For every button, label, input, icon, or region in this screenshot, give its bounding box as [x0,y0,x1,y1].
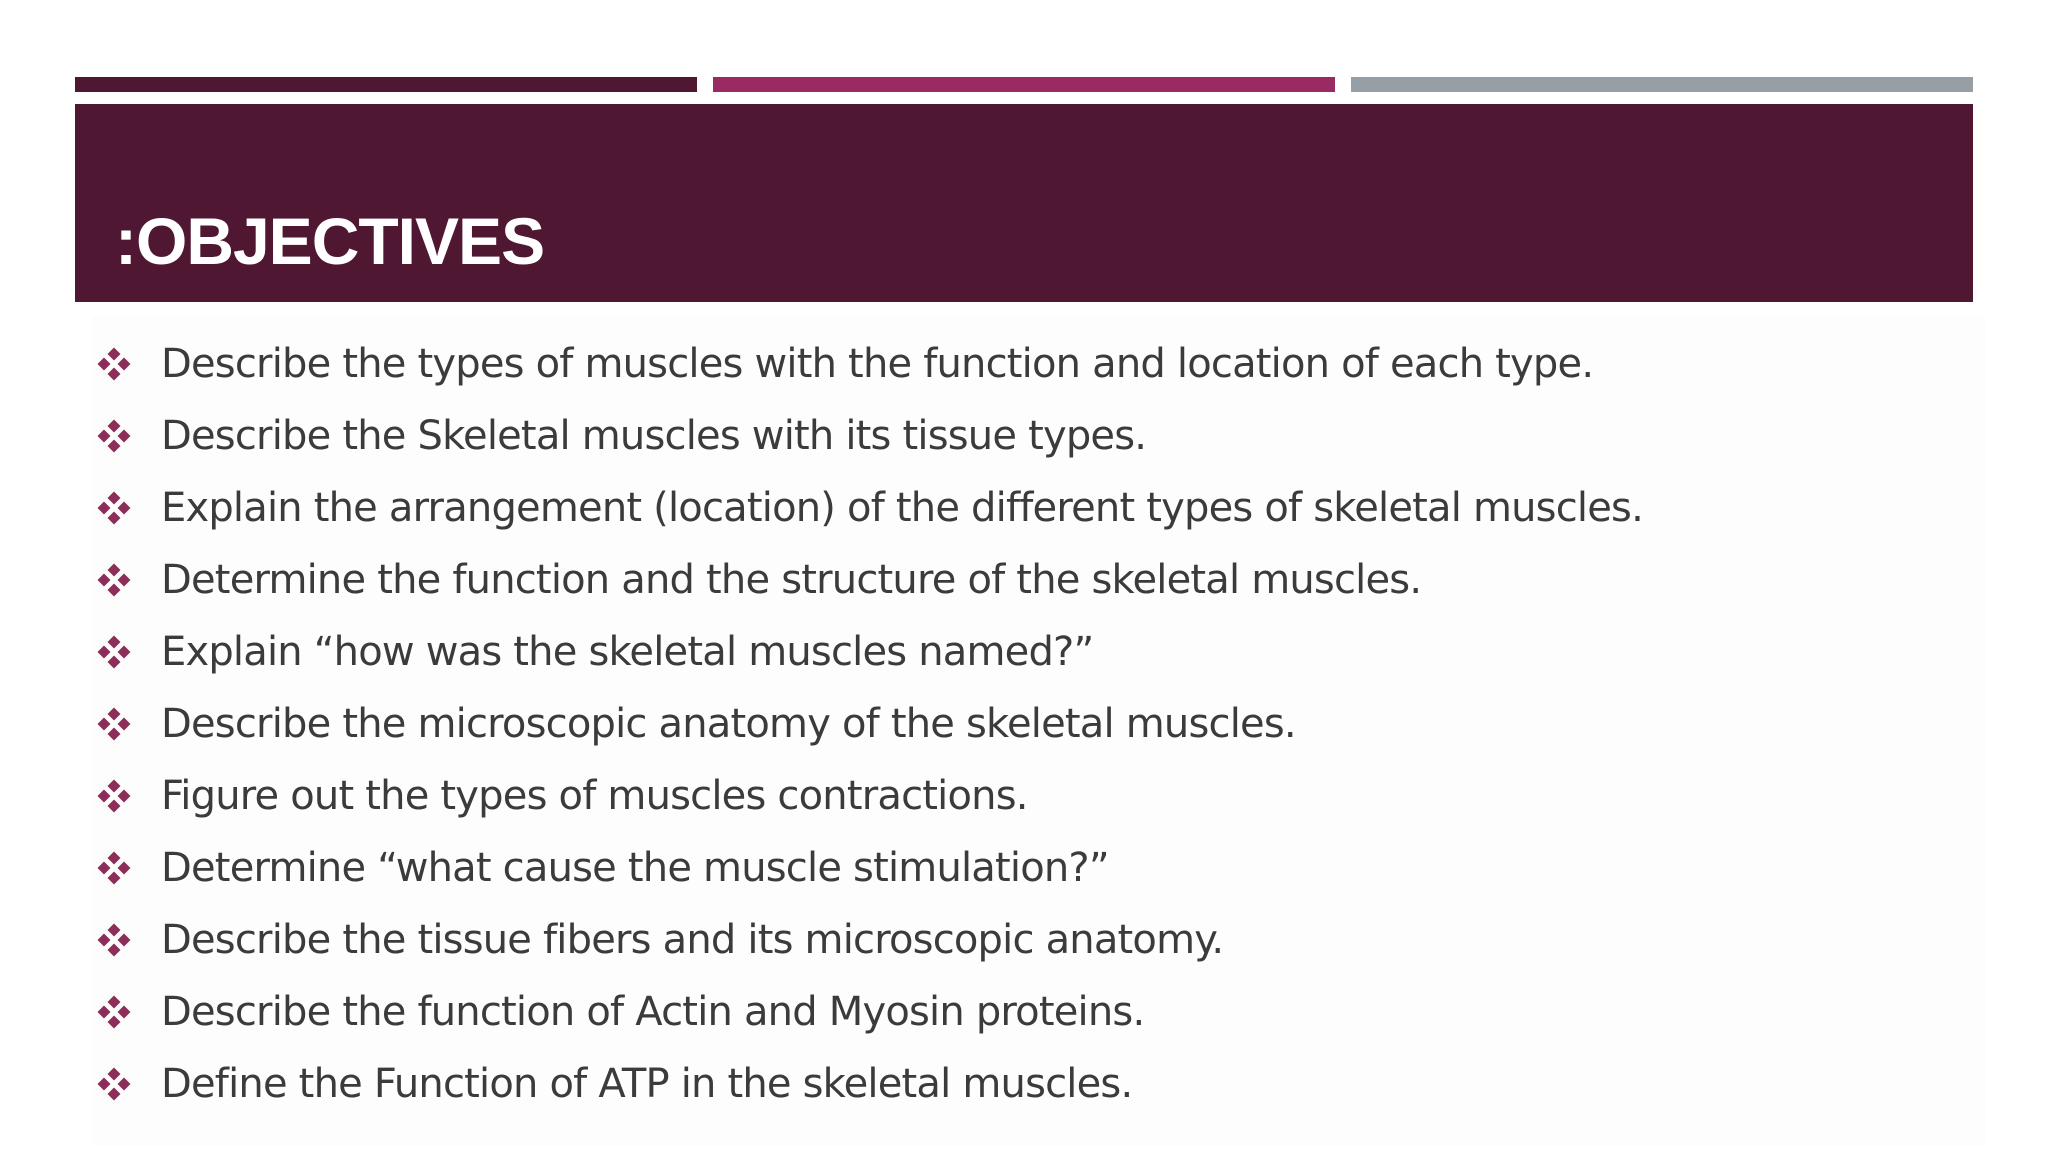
objective-item [97,976,1643,1048]
objective-text: Describe the microscopic anatomy of the skeletal muscles. [161,701,1296,747]
objective-text: Describe the Skeletal muscles with its tissue types. [161,413,1147,459]
accent-bar-magenta [713,77,1335,92]
four-petal-diamond-icon [97,851,131,885]
objective-text: Explain the arrangement (location) of the different types of skeletal muscles. [161,485,1643,531]
objective-item [97,688,1643,760]
four-petal-diamond-icon [97,563,131,597]
objective-item [97,328,1643,400]
objective-item [97,1048,1643,1120]
objective-text: Describe the types of muscles with the function and location of each type. [161,341,1594,387]
four-petal-diamond-icon [97,347,131,381]
objective-item [97,760,1643,832]
accent-bar-gray [1351,77,1973,92]
accent-bar-dark [75,77,697,92]
four-petal-diamond-icon [97,707,131,741]
four-petal-diamond-icon [97,923,131,957]
four-petal-diamond-icon [97,491,131,525]
objective-item [97,544,1643,616]
title-band [75,104,1973,302]
objective-text: Figure out the types of muscles contractions. [161,773,1028,819]
four-petal-diamond-icon [97,1067,131,1101]
objectives-list [97,328,1643,1120]
objective-item [97,472,1643,544]
four-petal-diamond-icon [97,995,131,1029]
objective-text: Explain “how was the skeletal muscles named?” [161,629,1094,675]
objective-item [97,400,1643,472]
objective-item [97,904,1643,976]
four-petal-diamond-icon [97,779,131,813]
four-petal-diamond-icon [97,635,131,669]
objective-item [97,616,1643,688]
objective-text: Define the Function of ATP in the skeletal muscles. [161,1061,1133,1107]
slide-title: :OBJECTIVES [115,204,545,278]
objective-item [97,832,1643,904]
four-petal-diamond-icon [97,419,131,453]
objective-text: Determine the function and the structure of the skeletal muscles. [161,557,1422,603]
objective-text: Determine “what cause the muscle stimulation?” [161,845,1109,891]
objective-text: Describe the function of Actin and Myosin proteins. [161,989,1145,1035]
objective-text: Describe the tissue fibers and its microscopic anatomy. [161,917,1224,963]
